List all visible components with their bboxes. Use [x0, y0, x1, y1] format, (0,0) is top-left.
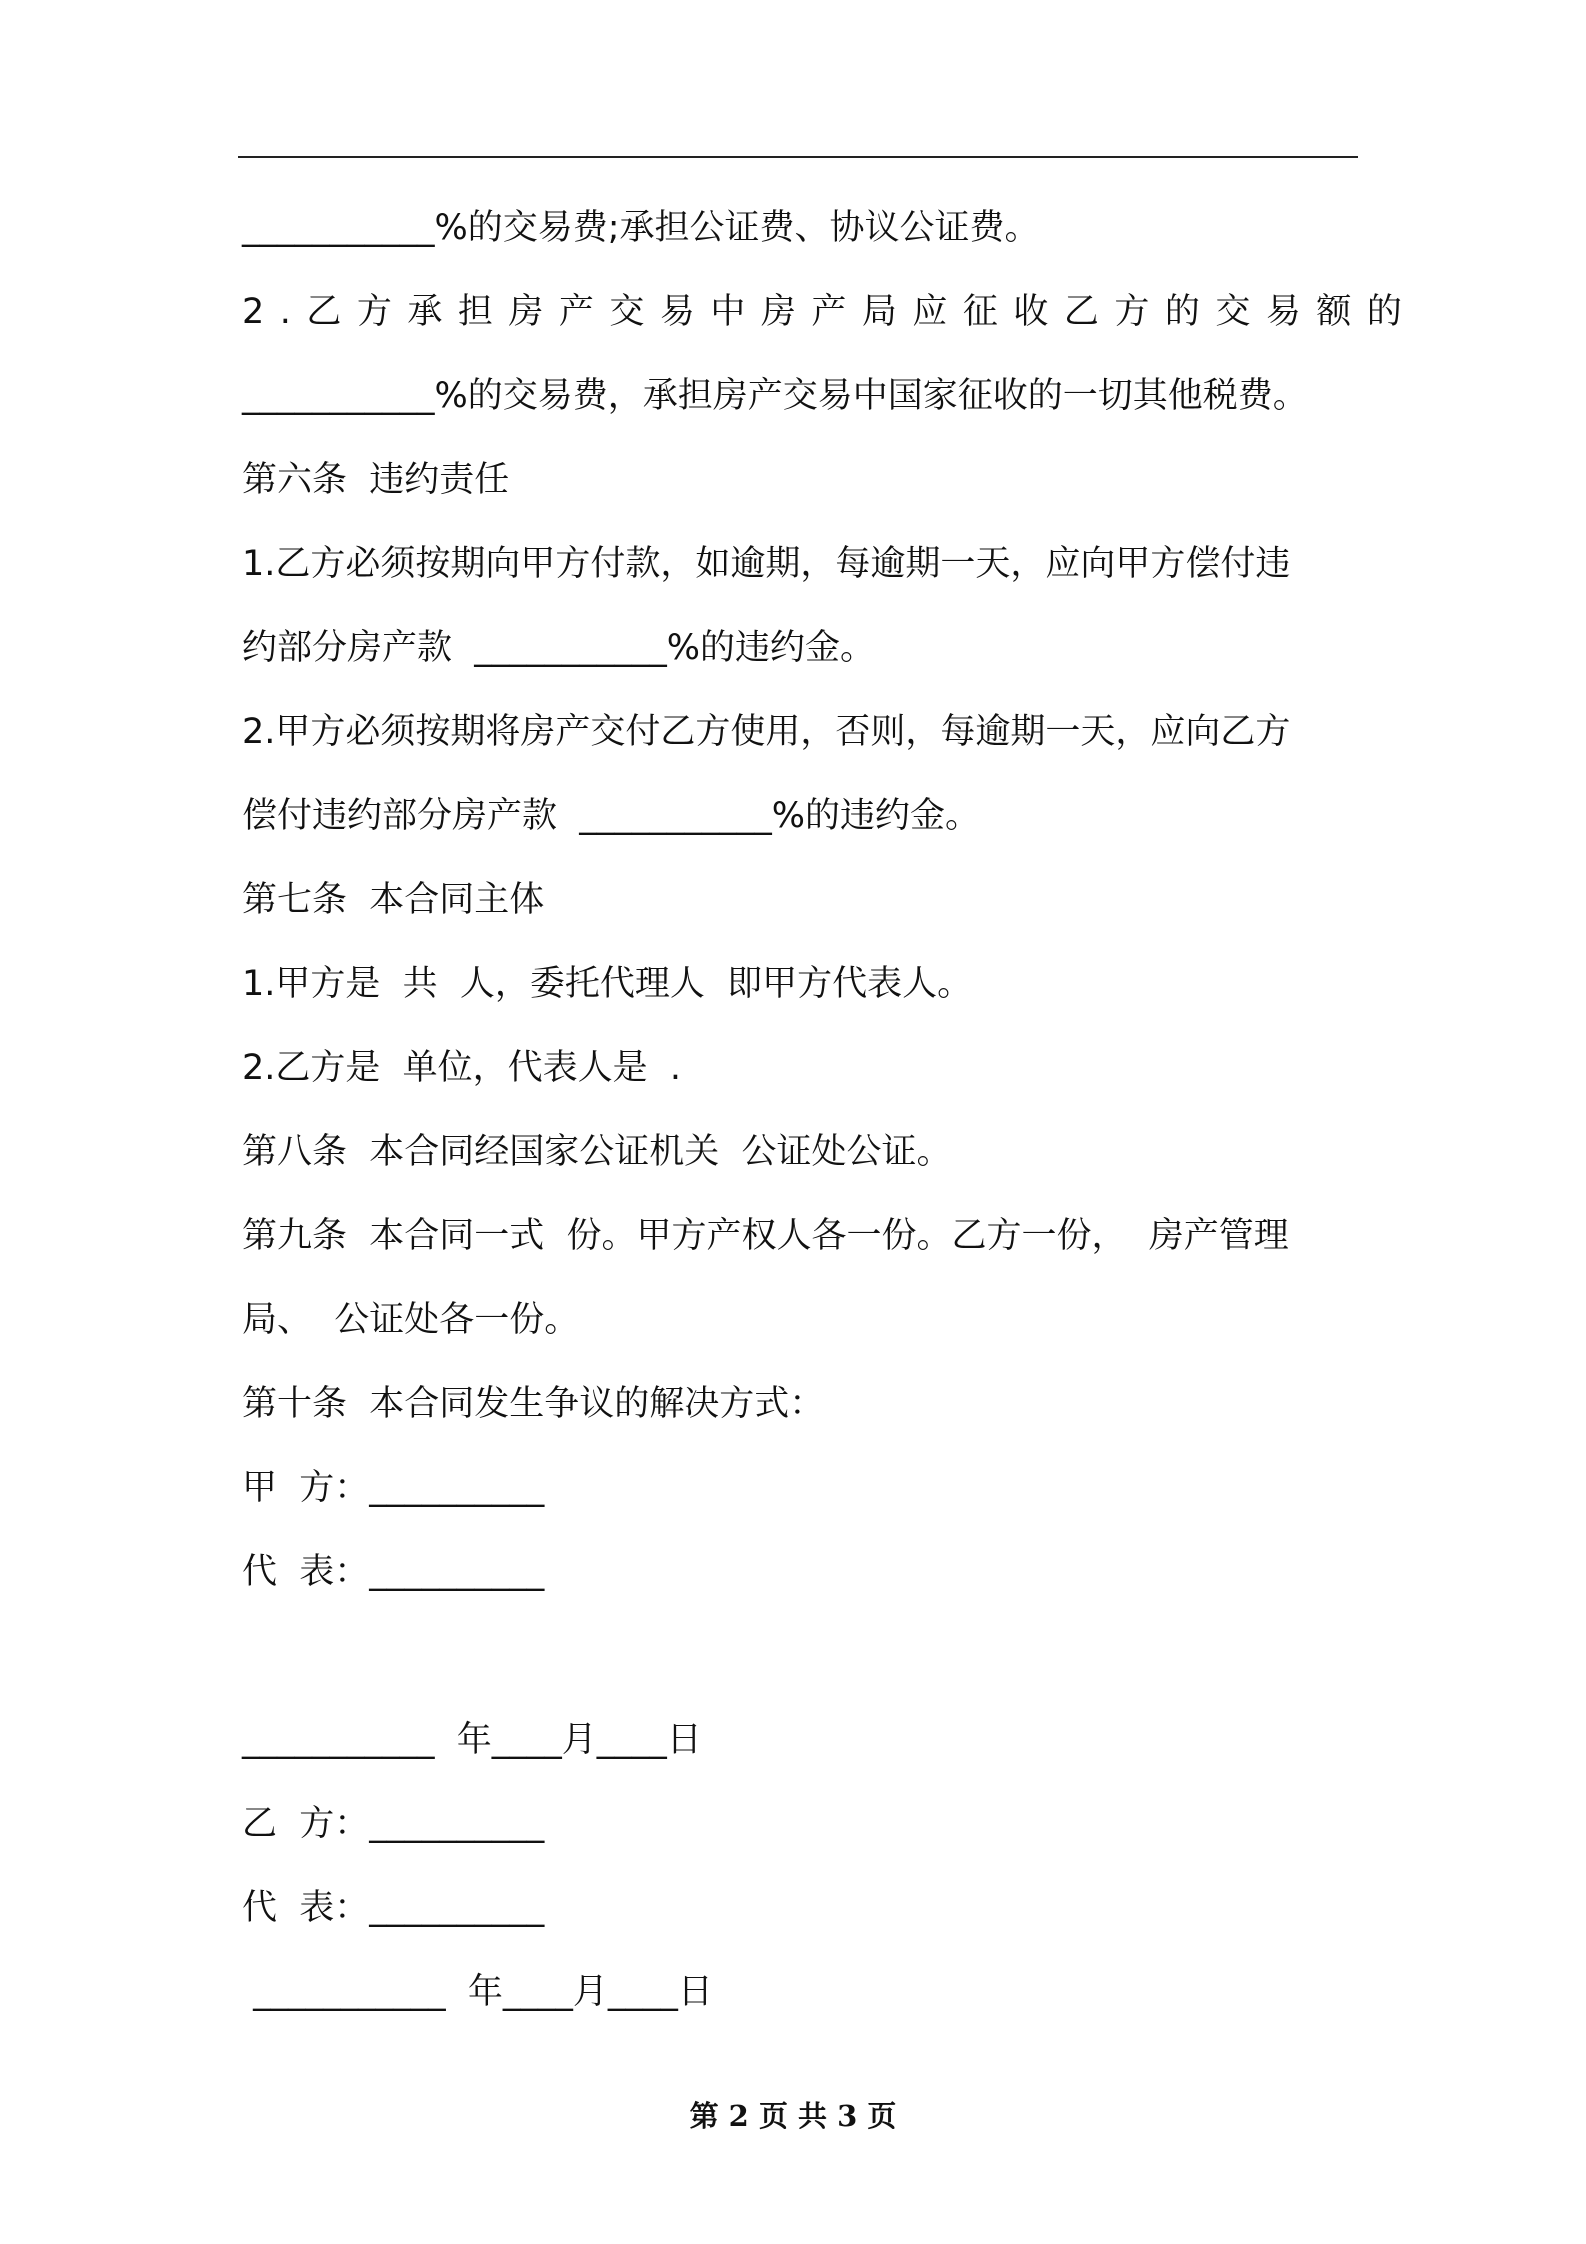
party-a-representative: 代 表：__________	[242, 1552, 545, 1592]
text-line-14: 局、 公证处各一份。	[242, 1300, 580, 1340]
article-8: 第八条 本合同经国家公证机关 公证处公证。	[242, 1132, 952, 1172]
article-10: 第十条 本合同发生争议的解决方式：	[242, 1384, 825, 1424]
party-b-date: ___________ 年____月____日	[242, 1972, 713, 2012]
party-a-date: ___________ 年____月____日	[242, 1720, 702, 1760]
text-line-11: 2.乙方是 单位，代表人是 .	[242, 1048, 682, 1088]
text-line-6: 约部分房产款 ___________%的违约金。	[242, 628, 876, 668]
text-line-7: 2.甲方必须按期将房产交付乙方使用，否则，每逾期一天，应向乙方	[242, 712, 1291, 752]
party-a-signature: 甲 方：__________	[242, 1468, 545, 1508]
party-b-signature: 乙 方：__________	[242, 1804, 545, 1844]
party-b-representative: 代 表：__________	[242, 1888, 545, 1928]
text-line-1: ___________%的交易费;承担公证费、协议公证费。	[242, 208, 1040, 248]
article-7-heading: 第七条 本合同主体	[242, 880, 545, 920]
article-6-heading: 第六条 违约责任	[242, 460, 510, 500]
text-line-8: 偿付违约部分房产款 ___________%的违约金。	[242, 796, 981, 836]
text-line-3: ___________%的交易费，承担房产交易中国家征收的一切其他税费。	[242, 376, 1308, 416]
text-line-2: 2.乙方承担房产交易中房产局应征收乙方的交易额的	[242, 292, 1418, 332]
header-rule	[238, 156, 1358, 158]
article-9: 第九条 本合同一式 份。甲方产权人各一份。乙方一份， 房产管理	[242, 1216, 1289, 1256]
text-line-10: 1.甲方是 共 人，委托代理人 即甲方代表人。	[242, 964, 973, 1004]
page-number-footer: 第 2 页 共 3 页	[689, 2099, 897, 2133]
text-line-5: 1.乙方必须按期向甲方付款，如逾期，每逾期一天，应向甲方偿付违	[242, 544, 1291, 584]
